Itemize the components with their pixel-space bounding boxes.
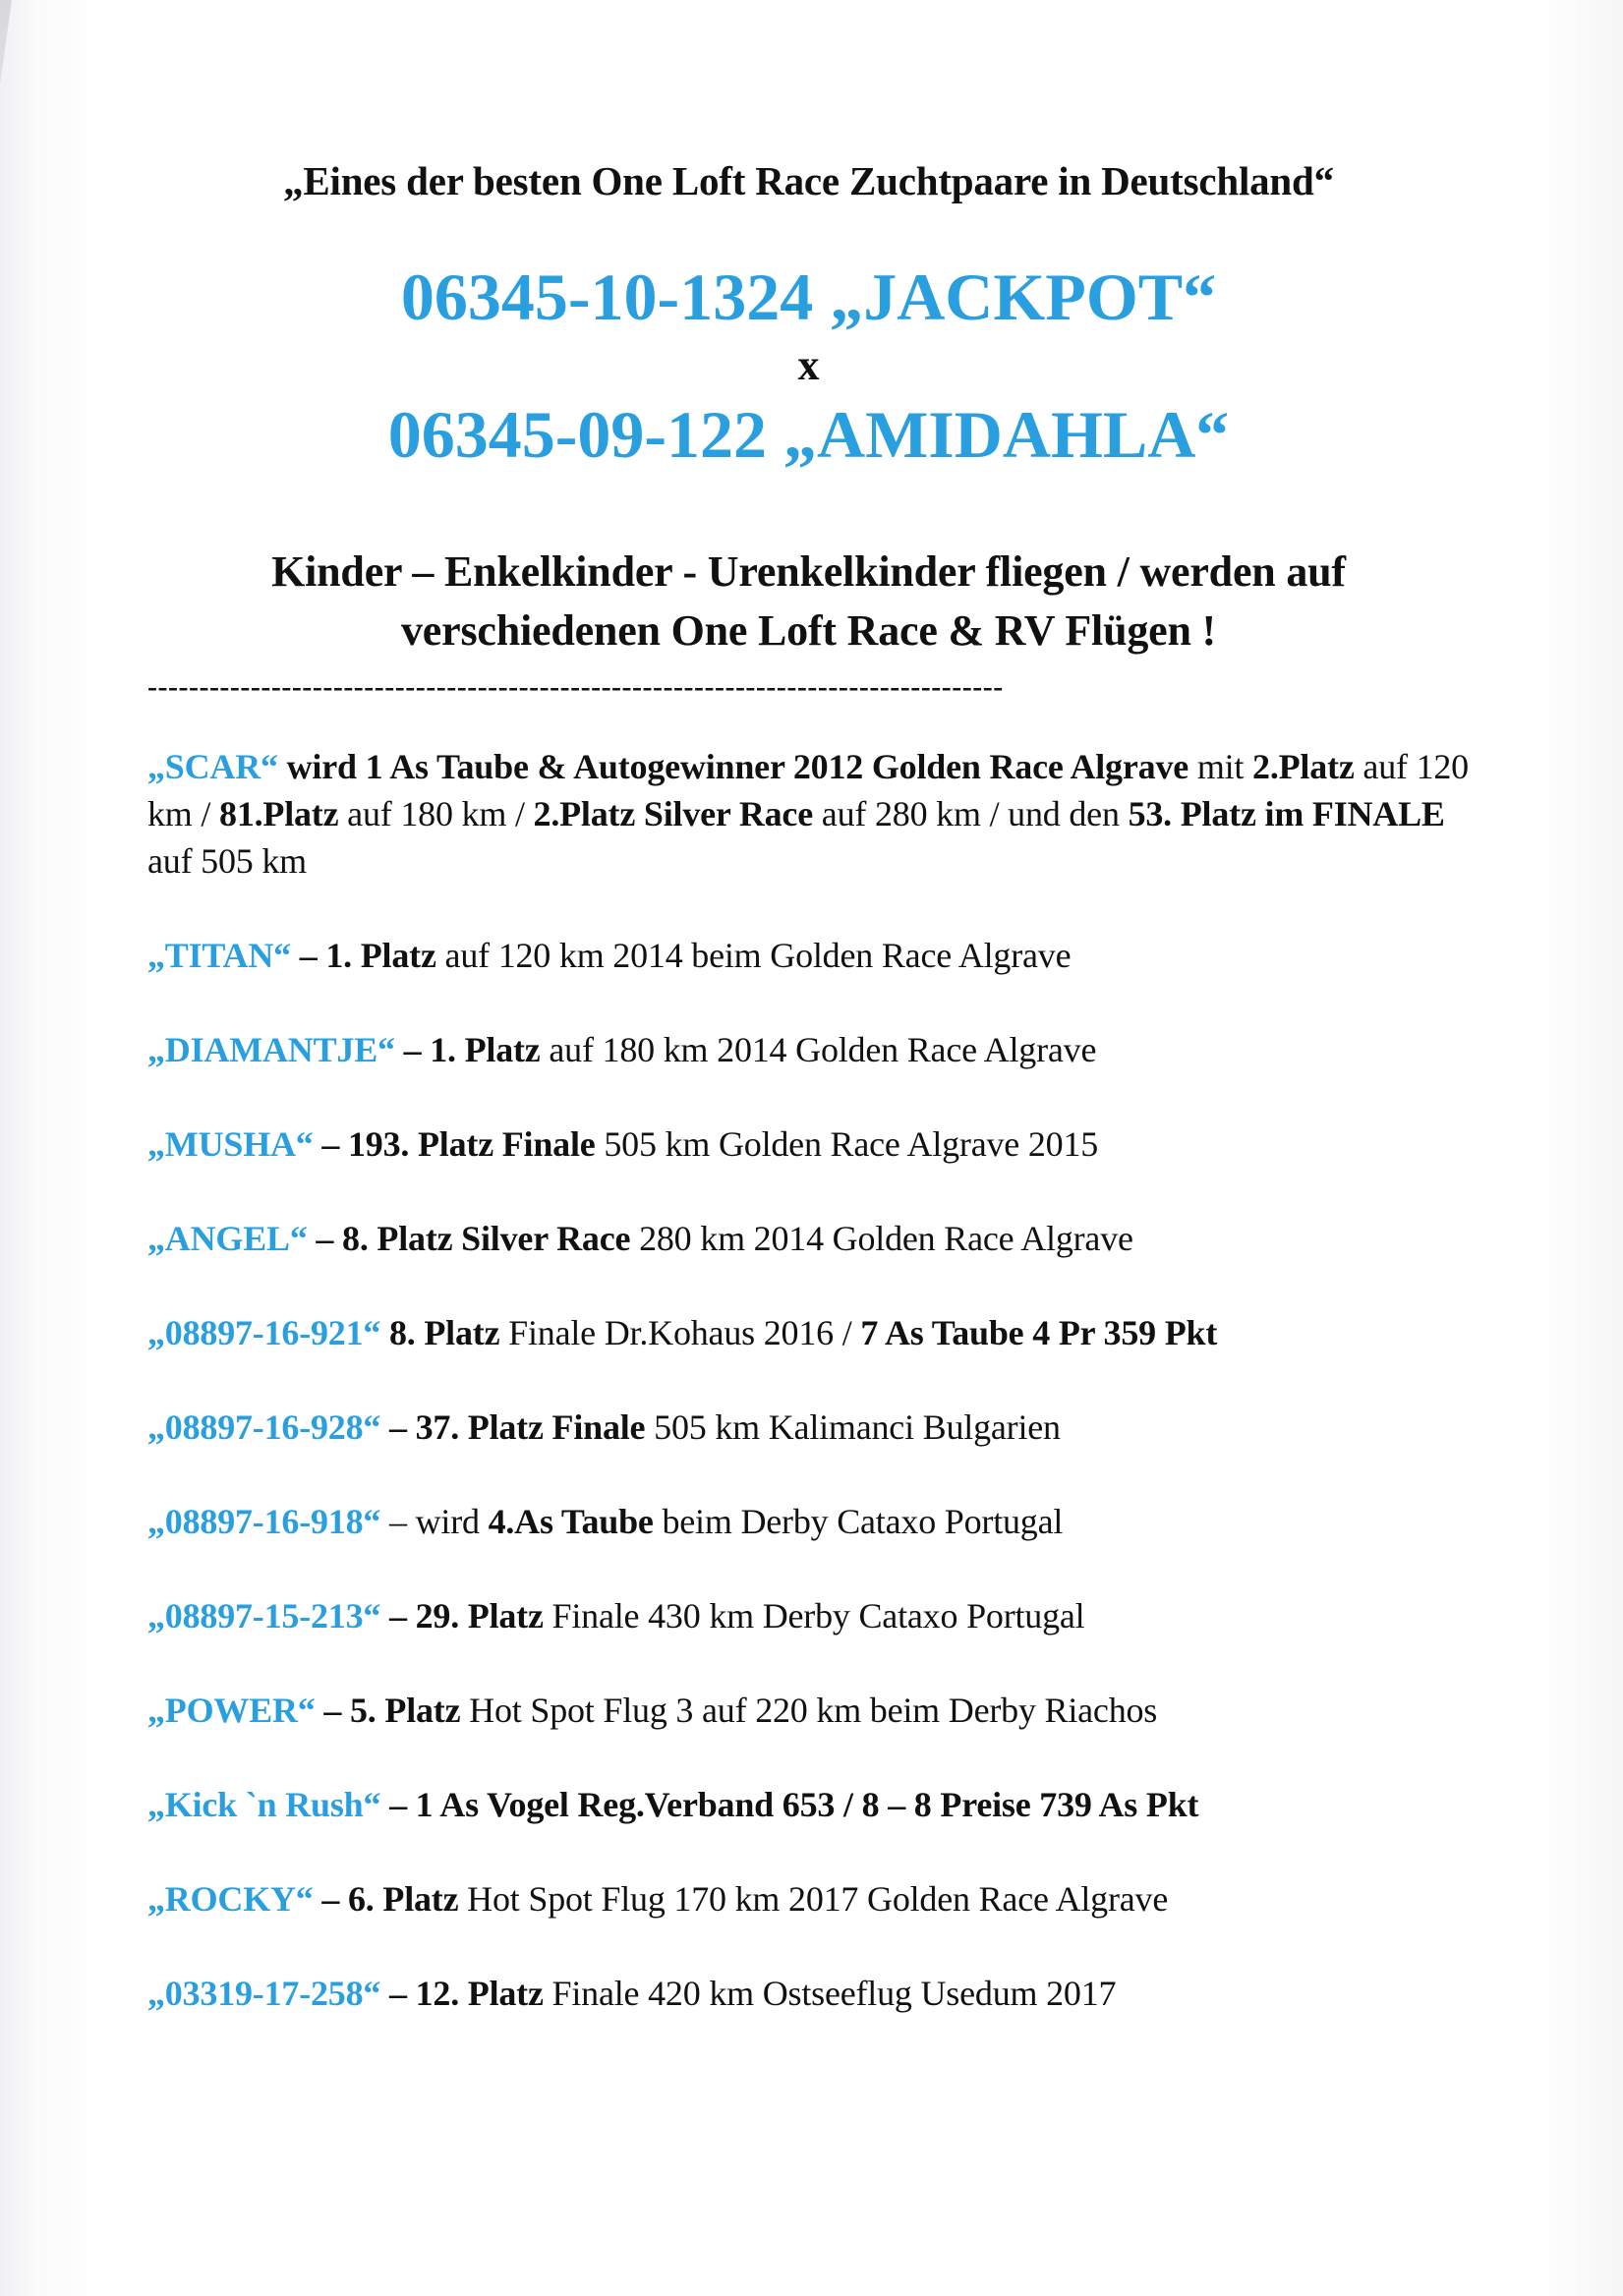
result-entry xyxy=(147,1309,1470,1356)
result-text: Hot Spot Flug 3 auf 220 km beim Derby Riachos xyxy=(460,1691,1158,1730)
offspring-heading xyxy=(147,543,1470,660)
result-text: mit xyxy=(1188,747,1253,786)
result-entry xyxy=(147,1120,1470,1168)
result-text: 81.Platz xyxy=(219,794,339,833)
result-entry xyxy=(147,1970,1470,2017)
result-text: – wird xyxy=(380,1502,489,1541)
result-text: beim Derby Cataxo Portugal xyxy=(653,1502,1064,1541)
result-entry xyxy=(147,1687,1470,1734)
result-text: – 193. Platz Finale xyxy=(313,1124,596,1164)
result-text: – 12. Platz xyxy=(380,1974,544,2013)
pigeon-name: „08897-16-918“ xyxy=(147,1502,381,1541)
page-fold-shadow xyxy=(0,0,12,256)
result-entry xyxy=(147,932,1470,979)
result-text: auf 120 km 2014 beim Golden Race Algrave xyxy=(435,936,1072,975)
result-text: – 29. Platz xyxy=(380,1596,544,1636)
result-text: – 6. Platz xyxy=(313,1879,459,1919)
result-text: auf 180 km 2014 Golden Race Algrave xyxy=(540,1030,1097,1069)
result-text: auf 505 km xyxy=(147,841,307,881)
pigeon-name: „DIAMANTJE“ xyxy=(147,1030,395,1069)
result-text: wird 1 As Taube & Autogewinner 2012 Golden Race Algrave xyxy=(277,747,1189,786)
result-text: Hot Spot Flug 170 km 2017 Golden Race Algrave xyxy=(458,1879,1169,1919)
pigeon-name: „08897-15-213“ xyxy=(147,1596,381,1636)
sire-name: 06345-10-1324 „JACKPOT“ xyxy=(400,259,1217,334)
pigeon-name: „08897-16-928“ xyxy=(147,1407,381,1447)
offspring-heading-line-2: verschiedenen One Loft Race & RV Flügen ! xyxy=(400,606,1216,655)
result-text: – 1 As Vogel Reg.Verband 653 / 8 – 8 Preise 739 As Pkt xyxy=(380,1785,1199,1824)
result-entry xyxy=(147,743,1470,885)
result-text: 53. Platz im FINALE xyxy=(1128,794,1445,833)
result-entry xyxy=(147,1215,1470,1262)
result-text: auf 280 km / und den xyxy=(813,794,1129,833)
pigeon-name: „ANGEL“ xyxy=(147,1219,308,1258)
results-list xyxy=(147,743,1470,2017)
result-text: – 37. Platz Finale xyxy=(380,1407,646,1447)
result-text: auf 180 km / xyxy=(338,794,534,833)
pigeon-name: „03319-17-258“ xyxy=(147,1974,381,2013)
result-text: 8. Platz xyxy=(380,1313,500,1352)
result-text: 505 km Golden Race Algrave 2015 xyxy=(595,1124,1099,1164)
offspring-heading-line-1: Kinder – Enkelkinder - Urenkelkinder fliegen / werden auf xyxy=(271,547,1346,596)
pigeon-name: „TITAN“ xyxy=(147,936,291,975)
pigeon-name: „08897-16-921“ xyxy=(147,1313,381,1352)
result-entry xyxy=(147,1026,1470,1073)
result-text: – 5. Platz xyxy=(315,1691,461,1730)
result-text: – 1. Platz xyxy=(290,936,436,975)
result-text: auf 120 km / xyxy=(147,747,1469,833)
tagline: „Eines der besten One Loft Race Zuchtpaare in Deutschland“ xyxy=(283,158,1334,203)
result-entry xyxy=(147,1875,1470,1923)
result-text: 280 km 2014 Golden Race Algrave xyxy=(630,1219,1133,1258)
document-content xyxy=(147,147,1470,2064)
result-entry xyxy=(147,1498,1470,1545)
pigeon-name: „MUSHA“ xyxy=(147,1124,314,1164)
result-text: 2.Platz xyxy=(1252,747,1355,786)
cross-symbol: x xyxy=(797,341,820,389)
result-text: – 1. Platz xyxy=(394,1030,541,1069)
pigeon-name: „POWER“ xyxy=(147,1691,316,1730)
result-entry xyxy=(147,1592,1470,1639)
result-text: Finale 430 km Derby Cataxo Portugal xyxy=(543,1596,1085,1636)
pigeon-name: „SCAR“ xyxy=(147,747,278,786)
result-entry xyxy=(147,1781,1470,1828)
result-text: 2.Platz Silver Race xyxy=(533,794,813,833)
result-entry xyxy=(147,1404,1470,1451)
result-text: Finale Dr.Kohaus 2016 / xyxy=(499,1313,861,1352)
pigeon-name: „Kick `n Rush“ xyxy=(147,1785,381,1824)
result-text: Finale 420 km Ostseeflug Usedum 2017 xyxy=(543,1974,1117,2013)
pigeon-name: „ROCKY“ xyxy=(147,1879,314,1919)
result-text: – 8. Platz Silver Race xyxy=(307,1219,631,1258)
result-text: 7 As Taube 4 Pr 359 Pkt xyxy=(860,1313,1218,1352)
dam-name: 06345-09-122 „AMIDAHLA“ xyxy=(387,397,1230,472)
result-text: 505 km Kalimanci Bulgarien xyxy=(645,1407,1061,1447)
dashed-divider: ----------------------------------------------------------------------------------- xyxy=(147,672,1004,702)
breeding-pair xyxy=(147,256,1470,476)
result-text: 4.As Taube xyxy=(488,1502,654,1541)
